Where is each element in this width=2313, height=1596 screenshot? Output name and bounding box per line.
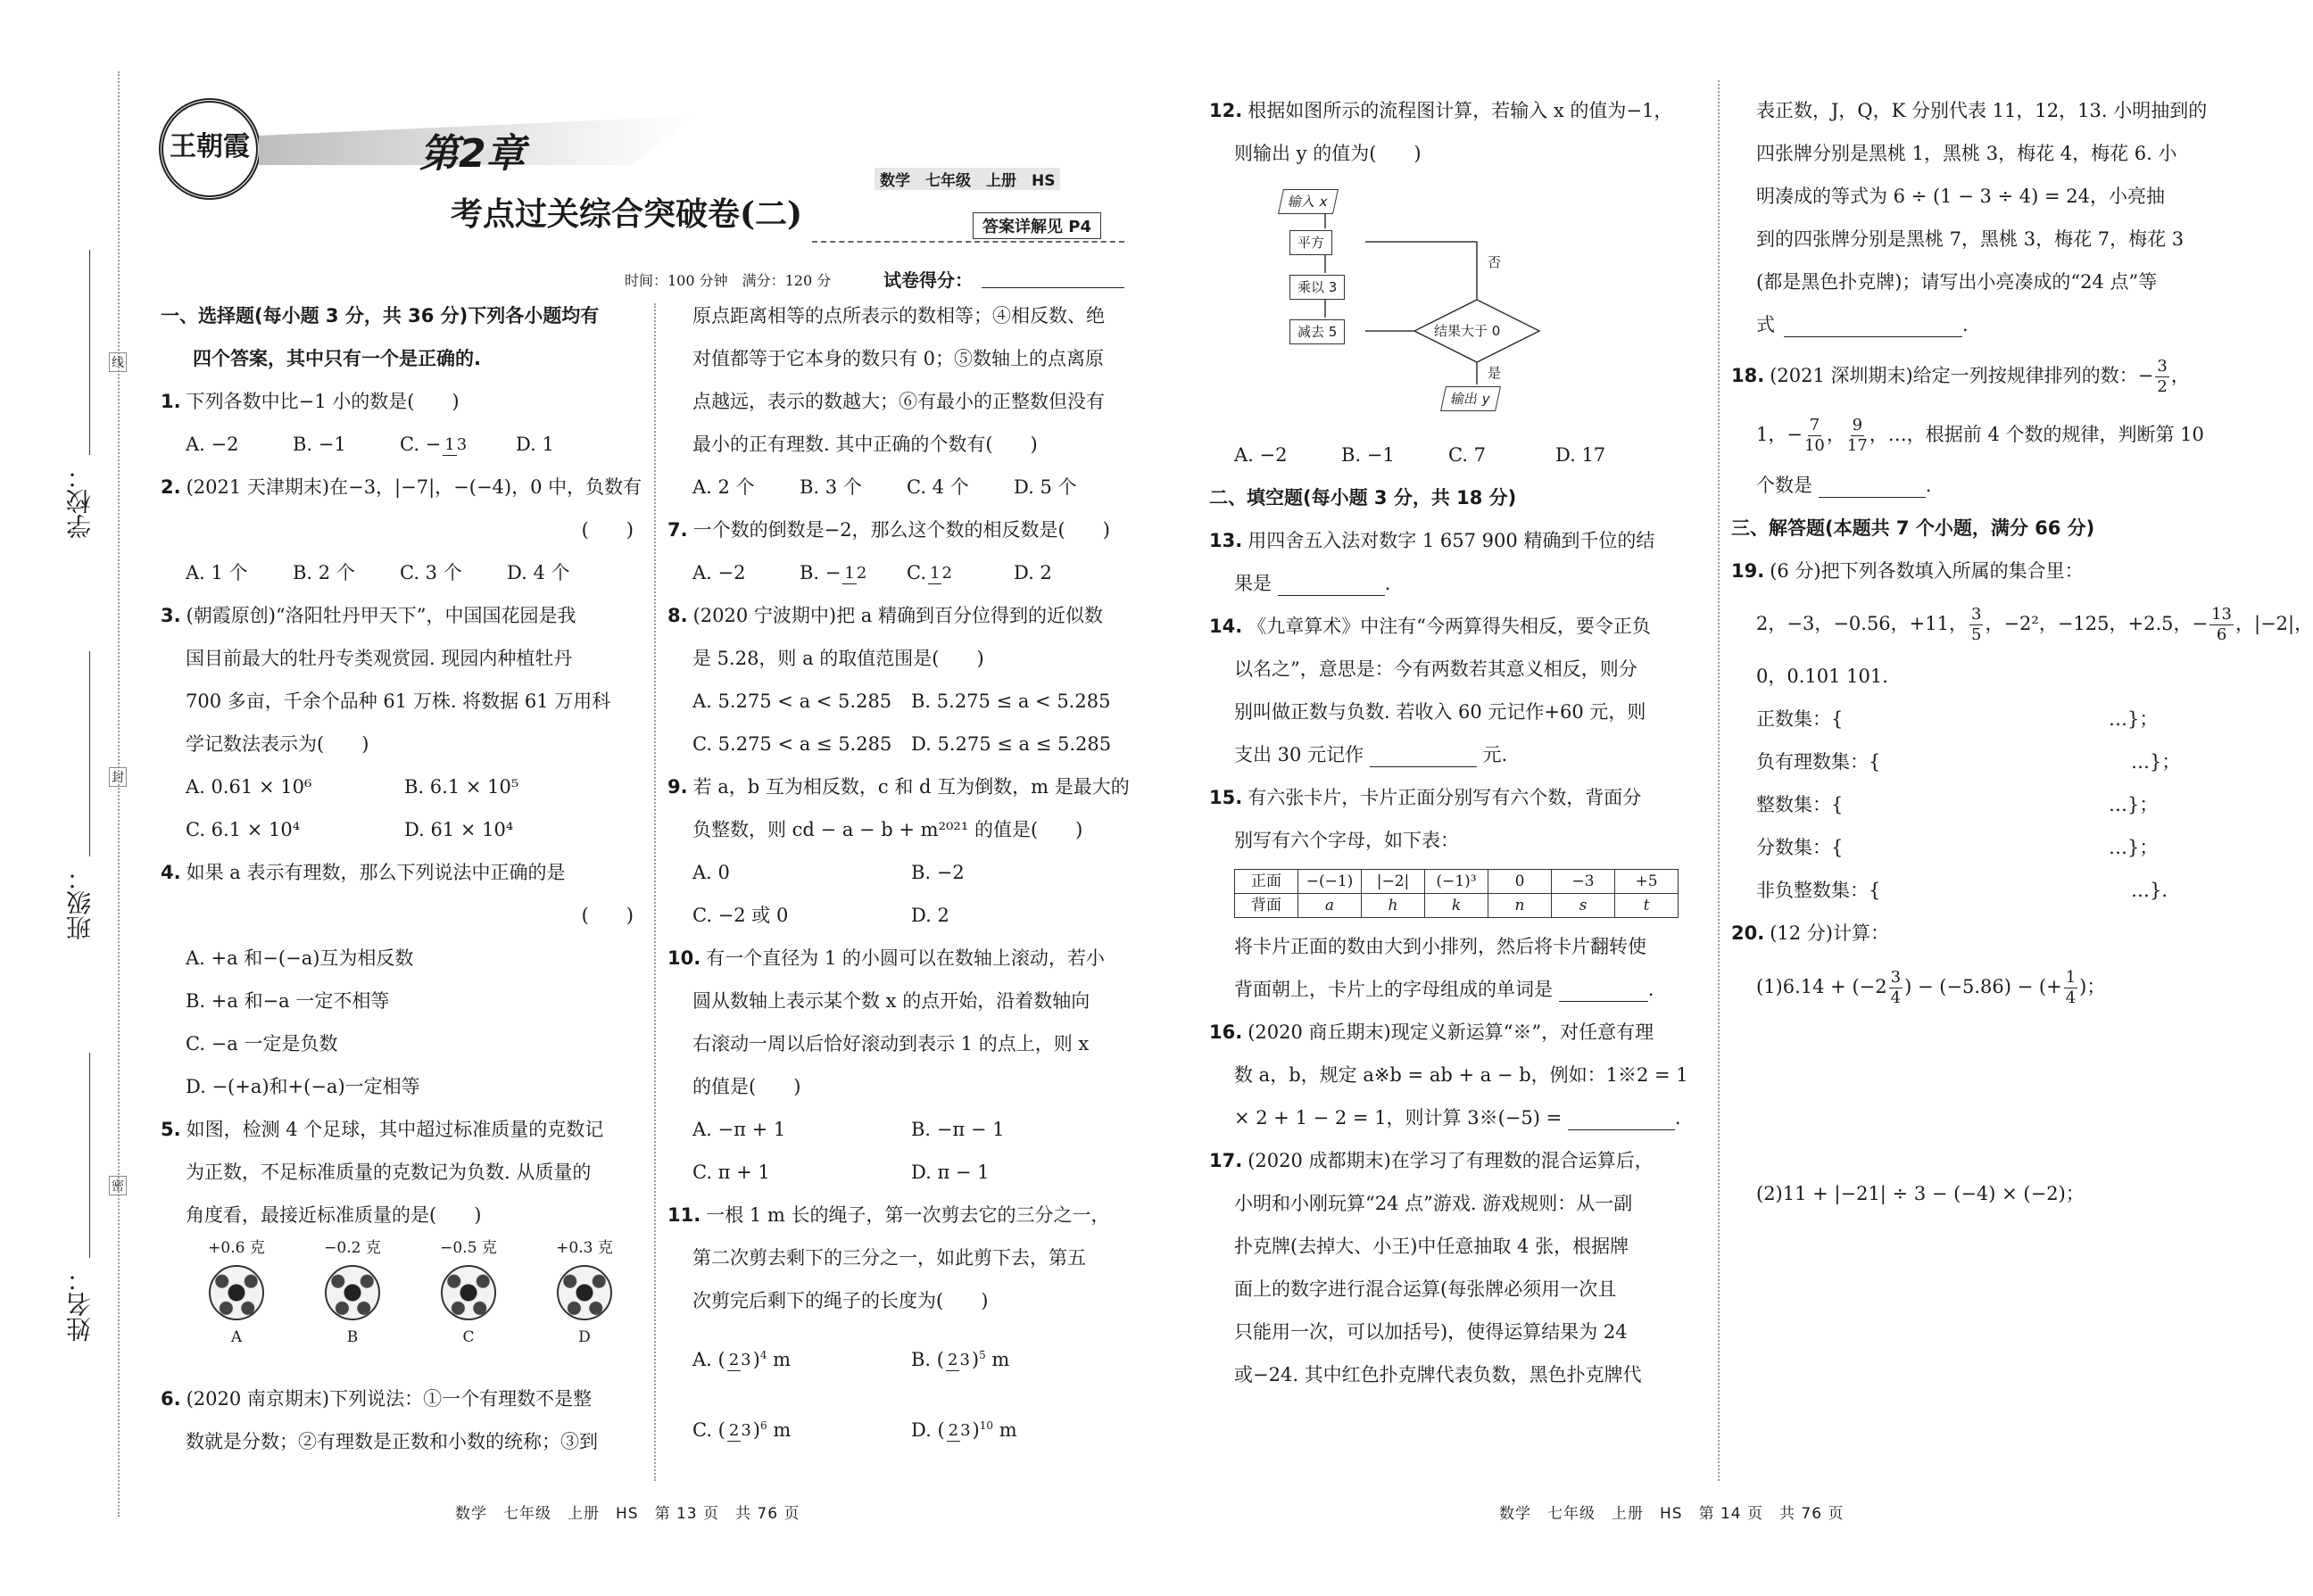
q9-option-d[interactable]: D. 2 [911, 905, 949, 926]
seal-mark-line: 线 [109, 352, 127, 372]
q8-option-a[interactable]: A. 5.275 < a < 5.285 [692, 690, 892, 712]
table-cell: +5 [1615, 870, 1679, 894]
q5-text: 角度看，最接近标准质量的是( ) [186, 1204, 482, 1226]
fraction: $\frac{1}{4}$ [2065, 968, 2077, 1007]
flow-yes-label: 是 [1488, 365, 1502, 381]
q3-option-c[interactable]: C. 6.1 × 10⁴ [186, 819, 301, 840]
fraction: 2 3 [948, 1421, 971, 1440]
q11-option-a[interactable]: A. ( 2 3)$^4$ m [692, 1349, 792, 1370]
question-10: 10. 有一个直径为 1 的小圆可以在数轴上滚动，若小 [667, 947, 1105, 969]
q1-option-d[interactable]: D. 1 [516, 434, 554, 455]
exam-title: 考点过关综合突破卷(二) [451, 195, 803, 233]
q5-text: 为正数，不足标准质量的克数记为负数. 从质量的 [186, 1162, 592, 1183]
q3-options [161, 808, 642, 851]
name-label: 姓名： [65, 1267, 95, 1342]
q14-text: 元. [1482, 744, 1508, 765]
q2-options [161, 551, 642, 594]
q8-options [667, 680, 1132, 723]
table-cell: h [1362, 894, 1425, 918]
fraction: $\frac{13}{6}$ [2211, 605, 2233, 644]
q18-text: 个数是 [1756, 475, 1812, 496]
q15-text: 背面朝上，卡片上的字母组成的单词是 [1234, 979, 1553, 1000]
card-back-row [1235, 894, 1679, 918]
q1-option-b[interactable]: B. −1 [293, 434, 346, 455]
q9-options [667, 851, 1132, 894]
q17-text: 明凑成的等式为 6 ÷ (1 − 3 ÷ 4) = 24，小亮抽 [1756, 186, 2166, 207]
q6-text: 原点距离相等的点所表示的数相等；④相反数、绝 [692, 305, 1105, 327]
fraction: $\frac{3}{4}$ [1890, 968, 1902, 1007]
q3-text: 学记数法表示为( ) [186, 733, 369, 755]
q10-text: 圆从数轴上表示某个数 x 的点开始，沿着数轴向 [692, 990, 1090, 1012]
question-7: 7. 一个数的倒数是−2，那么这个数的相反数是( ) [667, 519, 1110, 541]
table-cell: k [1425, 894, 1488, 918]
q11-option-b[interactable]: B. ( 2 3)$^5$ m [911, 1349, 1010, 1370]
subject-tag: 数学 七年级 上册 HS [875, 168, 1060, 190]
q16-text: × 2 + 1 − 2 = 1，则计算 3※(−5) = [1234, 1107, 1563, 1129]
fraction: 1 2 [844, 564, 867, 583]
flow-output: 输出 y [1440, 386, 1501, 411]
table-cell: s [1552, 894, 1615, 918]
q12-option-a[interactable]: A. −2 [1234, 444, 1288, 466]
soccer-ball-icon [557, 1265, 612, 1320]
q19-numbers: 2，−3，−0.56，+11， $\frac{3}{5}$ ，−2²，−125，+2.5，− $\frac{13}{6}$ ，|−2|， [1756, 605, 2313, 644]
q17-text: 四张牌分别是黑桃 1，黑桃 3，梅花 4，梅花 6. 小 [1756, 143, 2177, 164]
card-front-row [1235, 870, 1679, 894]
column-2 [667, 294, 1132, 1463]
school-label: 学校： [65, 464, 95, 539]
section-2-heading: 二、填空题(每小题 3 分，共 18 分) [1209, 487, 1517, 509]
question-3: 3. (朝霞原创)“洛阳牡丹甲天下”，中国国花园是我 [161, 605, 576, 626]
q14-text: 以名之”，意思是：今有两数若其意义相反，则分 [1234, 658, 1637, 680]
q4-option-a[interactable]: A. +a 和−(−a)互为相反数 [186, 947, 414, 969]
q14-answer-blank[interactable] [1370, 745, 1477, 767]
q12-text: 则输出 y 的值为( ) [1234, 143, 1422, 164]
q16-text: 数 a，b，规定 a※b = ab + a − b，例如：1※2 = 1 [1234, 1064, 1688, 1086]
q4-option-d[interactable]: D. −(+a)和+(−a)一定相等 [186, 1076, 420, 1097]
question-13: 13. 用四舍五入法对数字 1 657 900 精确到千位的结 [1209, 530, 1655, 551]
q7-option-a[interactable]: A. −2 [692, 562, 746, 583]
q3-option-a[interactable]: A. 0.61 × 10⁶ [186, 776, 312, 798]
q16-answer-blank[interactable] [1568, 1108, 1675, 1130]
time-info: 时间：100 分钟 满分：120 分 [625, 272, 832, 289]
footer-left: 数学 七年级 上册 HS 第 13 页 共 76 页 [455, 1505, 800, 1523]
column-4: 表正数，J，Q，K 分别代表 11，12，13. 小明抽到的 四张牌分别是黑桃 1，黑桃 3，梅花 4，梅花 6. 小 明凑成的等式为 6 ÷ (1 − 3 ÷ 4) = 24，小亮抽 到的四张牌分别是黑桃 7，黑桃 3，梅花 7，梅花 3 (都是黑色扑克牌)；请写出小亮凑成的“24 点”等 式 . 18. (2021 深圳期末)给定一列按规律排列的数：− $\frac{3}{2}$ ， 1，− $\frac{7}{10}$ ， $\frac{9}{17}$ ，…，根据前 4 个数的规律，判断第 10 个数是 . 三、解答题(本题共 7 个小题，满分 66 分) 19. (6 分)把下列各数填入所属的集合里： 2，−3，−0.56，+11， $\frac{3}{5}$ ，−2²，−125，+2.5，− $\frac{13}{6}$ ，|−2|， 0，0.101 101. 正数集：{ …}； 负有理数集：{ …}； 整数集：{ …}； 分数集：{ …}； 非负整数集：{ …}. 20. (12 分)计算： (1)6.14 + (−2 $\frac{3}{4}$ ) − (−5.86) − (+ $\frac{1}{4}$ )； (2)11 + |−21| ÷ 3 − (−4) × (−2)； [1731, 89, 2231, 1215]
fraction: 2 3 [728, 1421, 751, 1440]
q2-option-c[interactable]: C. 3 个 [400, 562, 462, 583]
header-deco-line [812, 241, 1124, 243]
column-divider-2 [1718, 80, 1720, 1481]
q10-text: 右滚动一周以后恰好滚动到表示 1 的点上，则 x [692, 1033, 1090, 1054]
q10-options [667, 1108, 1132, 1151]
question-5: 5. 如图，检测 4 个足球，其中超过标准质量的克数记 [161, 1119, 604, 1140]
q6-options [667, 466, 1132, 509]
q6-option-b[interactable]: B. 3 个 [800, 476, 862, 498]
q17-text: (都是黑色扑克牌)；请写出小亮凑成的“24 点”等 [1756, 271, 2158, 293]
q12-options [1209, 434, 1709, 476]
q18-answer-blank[interactable] [1819, 475, 1926, 498]
q17-text: 或−24. 其中红色扑克牌代表负数，黑色扑克牌代 [1234, 1364, 1642, 1385]
q12-option-d[interactable]: D. 17 [1555, 444, 1606, 466]
q9-option-b[interactable]: B. −2 [911, 862, 965, 883]
table-cell: (−1)³ [1425, 870, 1488, 894]
q6-option-d[interactable]: D. 5 个 [1014, 476, 1077, 498]
score-field[interactable] [982, 287, 1124, 288]
q11-option-c[interactable]: C. ( 2 3)$^6$ m [692, 1419, 792, 1441]
question-6: 6. (2020 南京期末)下列说法：①一个有理数不是整 [161, 1388, 593, 1410]
question-11: 11. 一根 1 m 长的绳子，第一次剪去它的三分之一， [667, 1204, 1110, 1226]
q11-text: 第二次剪去剩下的三分之一，如此剪下去，第五 [692, 1247, 1086, 1269]
chapter-title: 第2章 [419, 131, 526, 177]
question-15: 15. 有六张卡片，卡片正面分别写有六个数，背面分 [1209, 787, 1642, 808]
question-18: 18. (2021 深圳期末)给定一列按规律排列的数：− $\frac{3}{2}$ ， [1731, 357, 2190, 396]
q13-text: 果是 [1234, 573, 1272, 594]
q19-numbers-cont: 0，0.101 101. [1756, 666, 1888, 687]
q2-option-b[interactable]: B. 2 个 [293, 562, 355, 583]
table-cell: n [1488, 894, 1552, 918]
q8-option-d[interactable]: D. 5.275 ≤ a ≤ 5.285 [911, 733, 1112, 755]
fraction: 1 2 [930, 564, 952, 583]
q10-option-b[interactable]: B. −π − 1 [911, 1119, 1005, 1140]
set-fraction[interactable]: 分数集：{ …}； [1756, 837, 2159, 858]
seal-mark-seal: 封 [109, 767, 127, 787]
flow-minus5: 减去 5 [1289, 319, 1345, 344]
q8-option-c[interactable]: C. 5.275 < a ≤ 5.285 [692, 733, 892, 755]
soccer-ball-icon [209, 1265, 264, 1320]
section-3-heading: 三、解答题(本题共 7 个小题，满分 66 分) [1731, 517, 2095, 539]
q6-text: 点越远，表示的数越大；⑥有最小的正整数但没有 [692, 391, 1105, 412]
q11-option-d[interactable]: D. ( 2 3)$^{10}$ m [911, 1419, 1017, 1441]
q13-answer-blank[interactable] [1278, 574, 1385, 596]
q3-option-d[interactable]: D. 61 × 10⁴ [404, 819, 514, 840]
q7-option-c[interactable]: C.1 2 [907, 562, 952, 583]
q14-text: 支出 30 元记作 [1234, 744, 1364, 765]
question-19: 19. (6 分)把下列各数填入所属的集合里： [1731, 560, 2084, 582]
binding-line [118, 71, 120, 1517]
q9-option-a[interactable]: A. 0 [692, 862, 730, 883]
section-1-heading-cont: 四个答案，其中只有一个是正确的. [193, 348, 481, 369]
flow-times3: 乘以 3 [1289, 275, 1345, 300]
table-cell: 背面 [1235, 894, 1298, 918]
fraction: $\frac{9}{17}$ [1846, 416, 1868, 455]
score-label: 试卷得分： [883, 269, 973, 291]
table-cell: a [1298, 894, 1362, 918]
q8-options [667, 723, 1132, 765]
q17-text: 面上的数字进行混合运算(每张牌必须用一次且 [1234, 1278, 1617, 1300]
ball-a[interactable]: +0.6 克 A [208, 1239, 265, 1346]
flow-square: 平方 [1289, 230, 1332, 255]
q17-text: 只能用一次，可以加括号)，使得运算结果为 24 [1234, 1321, 1628, 1343]
q4-option-b[interactable]: B. +a 和−a 一定不相等 [186, 990, 390, 1012]
q1-option-c[interactable]: C. − 1 3 [400, 434, 468, 455]
flow-decision: 结果大于 0 [1434, 323, 1501, 339]
question-17: 17. (2020 成都期末)在学习了有理数的混合运算后， [1209, 1150, 1654, 1171]
q15-text: 将卡片正面的数由大到小排列，然后将卡片翻转使 [1234, 936, 1646, 957]
class-field[interactable] [89, 651, 90, 856]
flow-input: 输入 x [1278, 189, 1339, 214]
question-14: 14. 《九章算术》中注有“今两算得失相反，要令正负 [1209, 616, 1651, 637]
q12-option-b[interactable]: B. −1 [1341, 444, 1395, 466]
q15-answer-blank[interactable] [1559, 980, 1648, 1002]
question-16: 16. (2020 商丘期末)现定义新运算“※”，对任意有理 [1209, 1021, 1654, 1043]
q10-option-d[interactable]: D. π − 1 [911, 1162, 990, 1183]
q15-text: 别写有六个字母，如下表： [1234, 830, 1459, 851]
question-12: 12. 根据如图所示的流程图计算，若输入 x 的值为−1， [1209, 100, 1673, 121]
table-cell: −3 [1552, 870, 1615, 894]
q9-option-c[interactable]: C. −2 或 0 [692, 905, 789, 926]
fraction: 1 3 [444, 435, 468, 454]
column-3: 12. 根据如图所示的流程图计算，若输入 x 的值为−1， 则输出 y 的值为( ) 输入 x 平方 乘以 3 减去 5 结果大于 0 输出 y 否 是 A. −2 B. −1 C. 7 D. 17 二、填空题(每小题 3 分，共 18 分) 13. 用四舍五入法对数字 1 657 900 精确到千位的结 果是 . 14. 《九章算术》中注有“今两算得失相反，要令正负 以名之”，意思是：今有两数若其意义相反，则分 别叫做正数与负数. 若收入 60 元记作+60 元，则 支出 30 元记作 元. 15. 有六张卡片，卡片正面分别写有六个数，背面分 别写有六个字母，如下表： 正面 −(−1) |−2| (−1)³ 0 −3 +5 背面 a h k n s t 将卡片正面的数由大到小排列，然后将卡片翻转使 背面朝上，卡片上的字母组成的单词是 . 16. (2020 商丘期末)现定义新运算“※”，对任意有理 数 a，b，规定 a※b = ab + a − b，例如：1※2 = 1 × 2 + 1 − 2 = 1，则计算 3※(−5) = . 17. (2020 成都期末)在学习了有理数的混合运算后， 小明和小刚玩算“24 点”游戏. 游戏规则：从一副 扑克牌(去掉大、小王)中任意抽取 4 张，根据牌 面上的数字进行混合运算(每张牌必须用一次且 只能用一次，可以加括号)，使得运算结果为 24 或−24. 其中红色扑克牌代表负数，黑色扑克牌代 [1209, 89, 1709, 1396]
ball-b[interactable]: −0.2 克 B [324, 1239, 381, 1346]
q14-text: 别叫做正数与负数. 若收入 60 元记作+60 元，则 [1234, 701, 1646, 723]
q6-option-a[interactable]: A. 2 个 [692, 476, 755, 498]
q4-option-c[interactable]: C. −a 一定是负数 [186, 1033, 338, 1054]
q20-work-area-1[interactable] [1731, 1019, 2231, 1172]
q3-text: 700 多亩，千余个品种 61 万株. 将数据 61 万用科 [186, 690, 611, 712]
section-1-heading: 一、选择题(每小题 3 分，共 36 分)下列各小题均有 [161, 305, 600, 327]
q5-figure [161, 1236, 642, 1377]
q1-option-a[interactable]: A. −2 [186, 434, 239, 455]
q2-option-d[interactable]: D. 4 个 [507, 562, 570, 583]
q4-answer-paren[interactable]: ( ) [581, 905, 634, 926]
q11-text: 次剪完后剩下的绳子的长度为( ) [692, 1290, 989, 1311]
q10-options [667, 1151, 1132, 1194]
q2-answer-paren[interactable]: ( ) [581, 519, 634, 541]
table-cell: t [1615, 894, 1679, 918]
seal-mark-secret: 密 [109, 1176, 127, 1195]
q6-text: 最小的正有理数. 其中正确的个数有( ) [692, 434, 1038, 455]
q18-text: 1，− $\frac{7}{10}$ ， $\frac{9}{17}$ ，…，根据前 4 个数的规律，判断第 10 [1756, 416, 2204, 455]
q12-flowchart [1209, 175, 1709, 434]
set-nonneg-integer[interactable]: 非负整数集：{ …}. [1756, 880, 2168, 901]
q7-options [667, 551, 1132, 594]
q7-option-b[interactable]: B. − 1 2 [800, 562, 867, 583]
q3-text: 国目前最大的牡丹专类观赏园. 现园内种植牡丹 [186, 648, 573, 669]
q17-text: 小明和小刚玩算“24 点”游戏. 游戏规则：从一副 [1234, 1193, 1633, 1214]
q17-text: 式 [1756, 314, 1775, 335]
fraction: $\frac{3}{5}$ [1971, 605, 1982, 644]
table-cell: −(−1) [1298, 870, 1362, 894]
q17-text: 到的四张牌分别是黑桃 7，黑桃 3，梅花 7，梅花 3 [1756, 228, 2184, 250]
ball-d[interactable]: +0.3 克 D [556, 1239, 613, 1346]
q6-option-c[interactable]: C. 4 个 [907, 476, 969, 498]
q8-text: 是 5.28，则 a 的取值范围是( ) [692, 648, 984, 669]
class-label: 班级： [65, 865, 95, 940]
question-20: 20. (12 分)计算： [1731, 922, 1889, 944]
set-positive[interactable]: 正数集：{ …}； [1756, 708, 2159, 730]
fraction: 2 3 [947, 1351, 970, 1369]
question-9: 9. 若 a，b 互为相反数，c 和 d 互为倒数，m 是最大的 [667, 776, 1130, 798]
q17-text: 表正数，J，Q，K 分别代表 11，12，13. 小明抽到的 [1756, 100, 2208, 121]
question-1: 1. 下列各数中比−1 小的数是( ) [161, 391, 460, 412]
column-1 [161, 294, 642, 1463]
q10-option-c[interactable]: C. π + 1 [692, 1162, 770, 1183]
q6-text: 对值都等于它本身的数只有 0；⑤数轴上的点离原 [692, 348, 1105, 369]
set-integer[interactable]: 整数集：{ …}； [1756, 794, 2159, 815]
q2-option-a[interactable]: A. 1 个 [186, 562, 248, 583]
answer-ref-box: 答案详解见 P4 [973, 212, 1101, 239]
q1-options [161, 423, 642, 466]
q12-option-c[interactable]: C. 7 [1448, 444, 1487, 466]
name-field[interactable] [89, 1053, 90, 1258]
q10-option-a[interactable]: A. −π + 1 [692, 1119, 786, 1140]
q17-answer-blank[interactable] [1784, 315, 1962, 337]
q8-option-b[interactable]: B. 5.275 ≤ a < 5.285 [911, 690, 1111, 712]
soccer-ball-icon [325, 1265, 380, 1320]
q20-part-1: (1)6.14 + (−2 $\frac{3}{4}$ ) − (−5.86) − (+ $\frac{1}{4}$ )； [1756, 968, 2106, 1007]
card-table [1234, 869, 1679, 918]
q11-options [667, 1393, 1132, 1463]
soccer-ball-icon [441, 1265, 496, 1320]
question-8: 8. (2020 宁波期中)把 a 精确到百分位得到的近似数 [667, 605, 1103, 626]
flow-no-label: 否 [1488, 254, 1502, 270]
card-table-wrap [1209, 862, 1709, 925]
school-field[interactable] [89, 250, 90, 455]
q20-part-2: (2)11 + |−21| ÷ 3 − (−4) × (−2)； [1756, 1183, 2085, 1204]
q9-options [667, 894, 1132, 937]
column-divider-1 [654, 303, 656, 1481]
footer-right: 数学 七年级 上册 HS 第 14 页 共 76 页 [1499, 1505, 1845, 1523]
q10-text: 的值是( ) [692, 1076, 801, 1097]
q17-text: 扑克牌(去掉大、小王)中任意抽取 4 张，根据牌 [1234, 1236, 1629, 1257]
table-cell: |−2| [1362, 870, 1425, 894]
table-cell: 正面 [1235, 870, 1298, 894]
fraction: $\frac{3}{2}$ [2157, 357, 2168, 396]
fraction: $\frac{7}{10}$ [1803, 416, 1825, 455]
q9-text: 负整数，则 cd − a − b + m²⁰²¹ 的值是( ) [692, 819, 1083, 840]
question-4: 4. 如果 a 表示有理数，那么下列说法中正确的是 [161, 862, 566, 883]
q11-options [667, 1322, 1132, 1393]
set-negative-rational[interactable]: 负有理数集：{ …}； [1756, 751, 2181, 773]
question-2: 2. (2021 天津期末)在−3，|−7|，−(−4)，0 中，负数有 [161, 476, 642, 498]
q6-text: 数就是分数；②有理数是正数和小数的统称；③到 [186, 1431, 598, 1452]
publisher-logo: 王朝霞 [159, 98, 261, 200]
fraction: 2 3 [728, 1351, 751, 1369]
ball-c[interactable]: −0.5 克 C [440, 1239, 497, 1346]
q7-option-d[interactable]: D. 2 [1014, 562, 1052, 583]
table-cell: 0 [1488, 870, 1552, 894]
q3-option-b[interactable]: B. 6.1 × 10⁵ [404, 776, 519, 798]
q3-options [161, 765, 642, 808]
